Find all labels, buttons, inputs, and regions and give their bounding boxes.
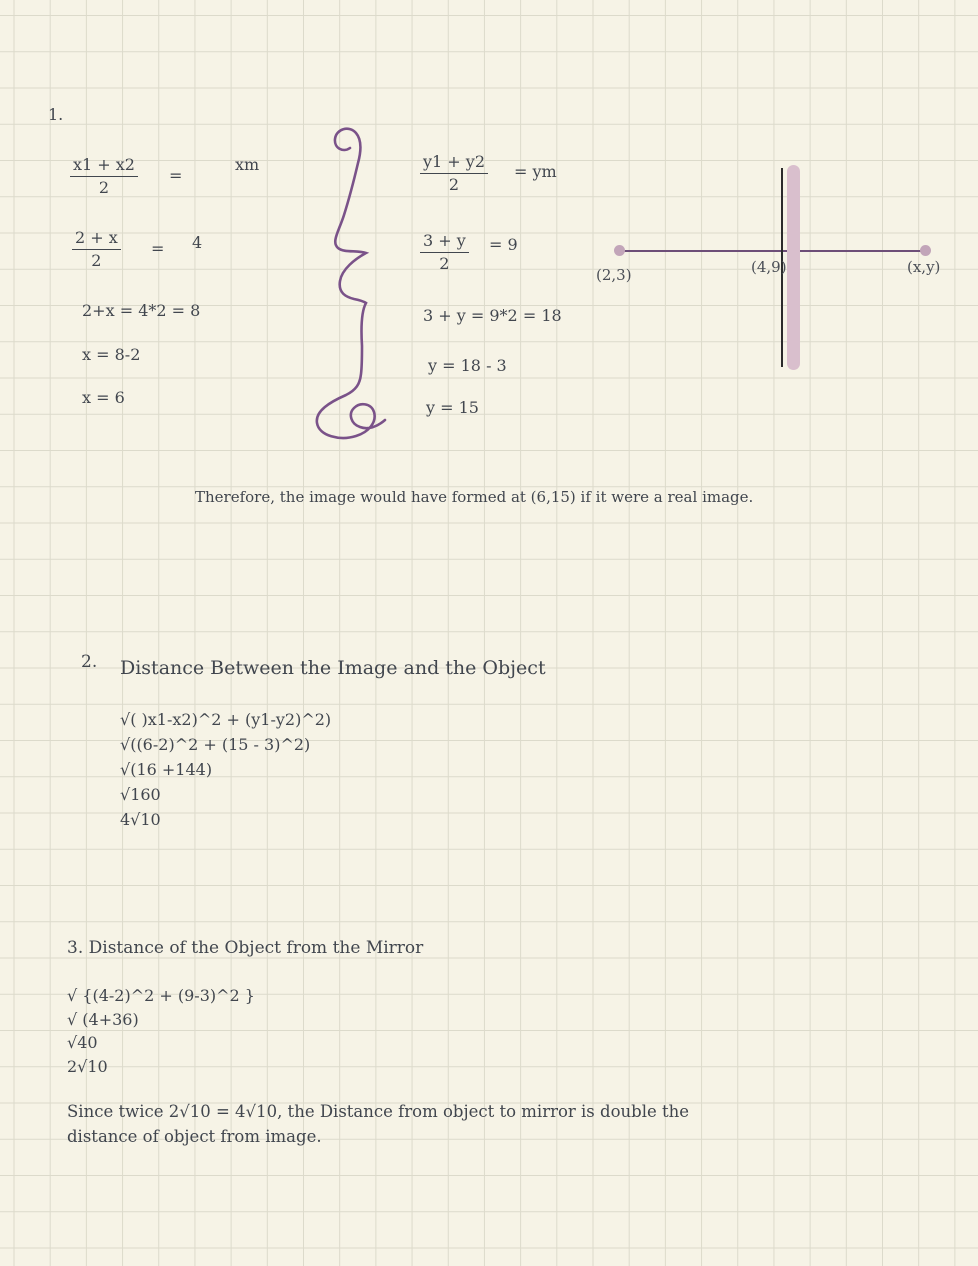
list-number-1: 1.	[48, 105, 64, 124]
mirror-point-label: (4,9)	[751, 258, 787, 276]
sqrt-line: √( )x1-x2)^2 + (y1-y2)^2)	[120, 710, 332, 729]
object-image-ray-line	[619, 250, 926, 252]
sqrt-line: √40	[67, 1033, 98, 1052]
equals-sign: =	[169, 166, 183, 185]
conclusion-sentence: Therefore, the image would have formed at (6,15) if it were a real image.	[195, 488, 754, 506]
xm-result: xm	[235, 155, 260, 174]
list-number-2: 2.	[81, 652, 98, 672]
section2-title: Distance Between the Image and the Object	[120, 657, 546, 679]
equation-line: 3 + y = 9*2 = 18	[423, 306, 562, 325]
equation-line: y = 18 - 3	[428, 356, 507, 375]
section3-work	[67, 984, 255, 1078]
mirror-highlight-bar	[787, 165, 800, 370]
sqrt-line: √160	[120, 785, 161, 804]
object-point-label: (2,3)	[596, 266, 632, 284]
fraction-x-midpoint	[70, 155, 138, 197]
sqrt-line: √ {(4-2)^2 + (9-3)^2 }	[67, 986, 255, 1005]
fraction-numerator: 3 + y	[420, 231, 469, 253]
fraction-denominator: 2	[98, 178, 110, 197]
sqrt-line: √(16 +144)	[120, 760, 213, 779]
fraction-y-values	[420, 231, 469, 273]
sqrt-line: √((6-2)^2 + (15 - 3)^2)	[120, 735, 311, 754]
equals-sign: =	[151, 239, 165, 258]
fraction-numerator: y1 + y2	[420, 152, 488, 174]
section2-work	[120, 707, 331, 832]
fraction-numerator: 2 + x	[72, 228, 121, 250]
equation-line: x = 8-2	[82, 345, 141, 364]
object-point-dot	[614, 245, 625, 256]
equation-line: 2+x = 4*2 = 8	[82, 301, 201, 320]
image-point-dot	[920, 245, 931, 256]
ym-result: = ym	[514, 162, 557, 181]
equation-line: x = 6	[82, 388, 125, 407]
image-point-label: (x,y)	[907, 258, 941, 276]
equation-line: y = 15	[426, 398, 479, 417]
fraction-x-values	[72, 228, 121, 270]
final-conclusion: Since twice 2√10 = 4√10, the Distance from object to mirror is double the distance of object from image.	[67, 1102, 690, 1146]
sqrt-line: 2√10	[67, 1056, 108, 1076]
sqrt-line: 4√10	[120, 810, 161, 829]
fraction-denominator: 2	[439, 254, 450, 273]
fraction-numerator: x1 + x2	[70, 155, 138, 177]
section3-title: 3. Distance of the Object from the Mirror	[67, 938, 424, 958]
sqrt-line: √ (4+36)	[67, 1009, 139, 1029]
handdrawn-brace-squiggle	[298, 118, 418, 444]
y-result: = 9	[489, 235, 518, 254]
fraction-denominator: 2	[91, 251, 102, 270]
fraction-y-midpoint	[420, 152, 488, 194]
fraction-denominator: 2	[448, 175, 460, 194]
x-result: 4	[192, 233, 203, 252]
